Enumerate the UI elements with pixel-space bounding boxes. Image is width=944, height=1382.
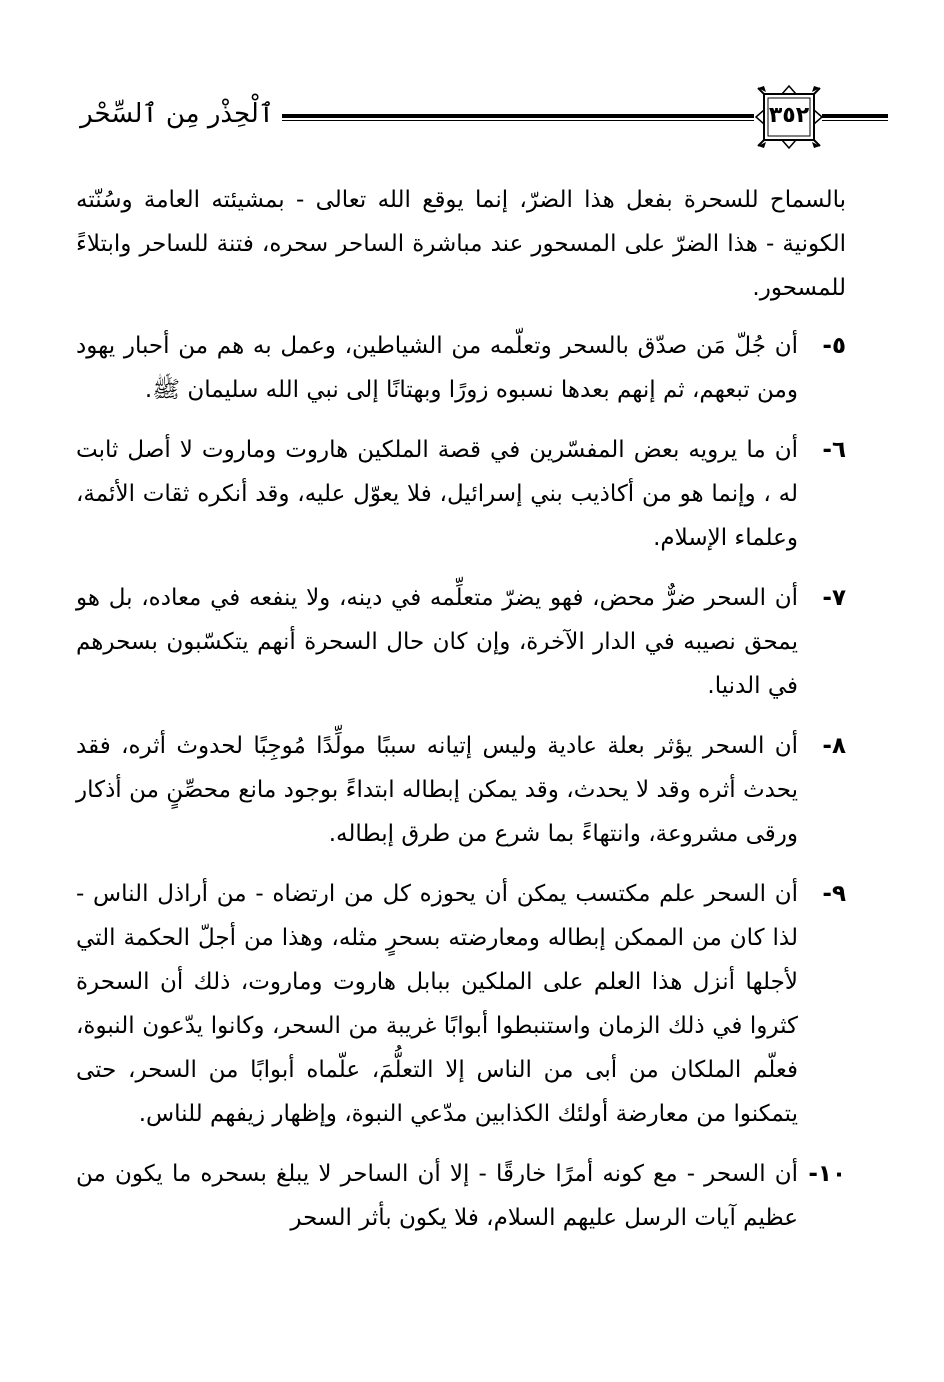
- intro-paragraph: بالسماح للسحرة بفعل هذا الضرّ، إنما يوقع الله تعالى - بمشيئته العامة وسُنّته الكونية - هذا الضرّ على المسحور عند مباشرة الساحر سحره، فتنة للساحر وابتلاءً للمسحور.: [76, 187, 846, 301]
- header-rule-right: [822, 114, 888, 118]
- item-number: ٩-: [822, 881, 846, 907]
- item-text: أن جُلّ مَن صدّق بالسحر وتعلّمه من الشياطين، وعمل به هم من أحبار يهود ومن تبعهم، ثم إنهم بعدها نسبوه زورًا وبهتانًا إلى نبي الله سليمان ﷺ.: [76, 333, 798, 403]
- list-item: [76, 576, 846, 708]
- item-number: ٥-: [822, 333, 846, 359]
- page-number: ٣٥٢: [768, 103, 810, 128]
- item-text: أن السحر يؤثر بعلة عادية وليس إتيانه سببًا مولِّدًا مُوجِبًا لحدوث أثره، فقد يحدث أثره وقد لا يحدث، وقد يمكن إبطاله ابتداءً بوجود مانع محصِّنٍ من أذكار ورقى مشروعة، وانتهاءً بما شرع من طرق إبطاله.: [76, 733, 798, 847]
- item-number: ٨-: [822, 733, 846, 759]
- body-text: [76, 178, 846, 1240]
- header-rule-left: [282, 114, 754, 118]
- item-text: أن السحر ضرٌّ محض، فهو يضرّ متعلِّمه في دينه، ولا ينفعه في معاده، بل هو يمحق نصيبه في الدار الآخرة، وإن كان حال السحرة أنهم يتكسّبون بسحرهم في الدنيا.: [76, 585, 798, 699]
- item-text: أن السحر - مع كونه أمرًا خارقًا - إلا أن الساحر لا يبلغ بسحره ما يكون من عظيم آيات الرسل عليهم السلام، فلا يكون بأثر السحر: [76, 1161, 798, 1231]
- page-number-frame: [754, 84, 824, 150]
- header-title: ٱلْحِذْر مِن ٱلسِّحْر: [80, 99, 274, 129]
- item-text: أن السحر علم مكتسب يمكن أن يحوزه كل من ارتضاه - من أراذل الناس - لذا كان من الممكن إبطاله ومعارضته بسحرٍ مثله، وهذا من أجلّ الحكمة التي لأجلها أنزل هذا العلم على الملكين ببابل هاروت وماروت، ذلك أن السحرة كثروا في ذلك الزمان واستنبطوا أبوابًا غريبة من السحر، وكانوا يدّعون النبوة، فعلّم الملكان من أبى من الناس إلا التعلُّمَ، علّماه أبوابًا من السحر، حتى يتمكنوا من معارضة أولئك الكذابين مدّعي النبوة، وإظهار زيفهم للناس.: [76, 881, 798, 1127]
- item-number: ١٠-: [808, 1161, 846, 1187]
- item-text: أن ما يرويه بعض المفسّرين في قصة الملكين هاروت وماروت لا أصل ثابت له ، وإنما هو من أكاذيب بني إسرائيل، فلا يعوّل عليه، وقد أنكره ثقات الأئمة، وعلماء الإسلام.: [76, 437, 798, 551]
- list-item: [76, 1152, 846, 1240]
- list-item: [76, 724, 846, 856]
- list-item: [76, 872, 846, 1136]
- list-item: [76, 428, 846, 560]
- item-number: ٦-: [822, 437, 846, 463]
- item-number: ٧-: [822, 585, 846, 611]
- running-header: [60, 84, 850, 156]
- list-item: [76, 324, 846, 412]
